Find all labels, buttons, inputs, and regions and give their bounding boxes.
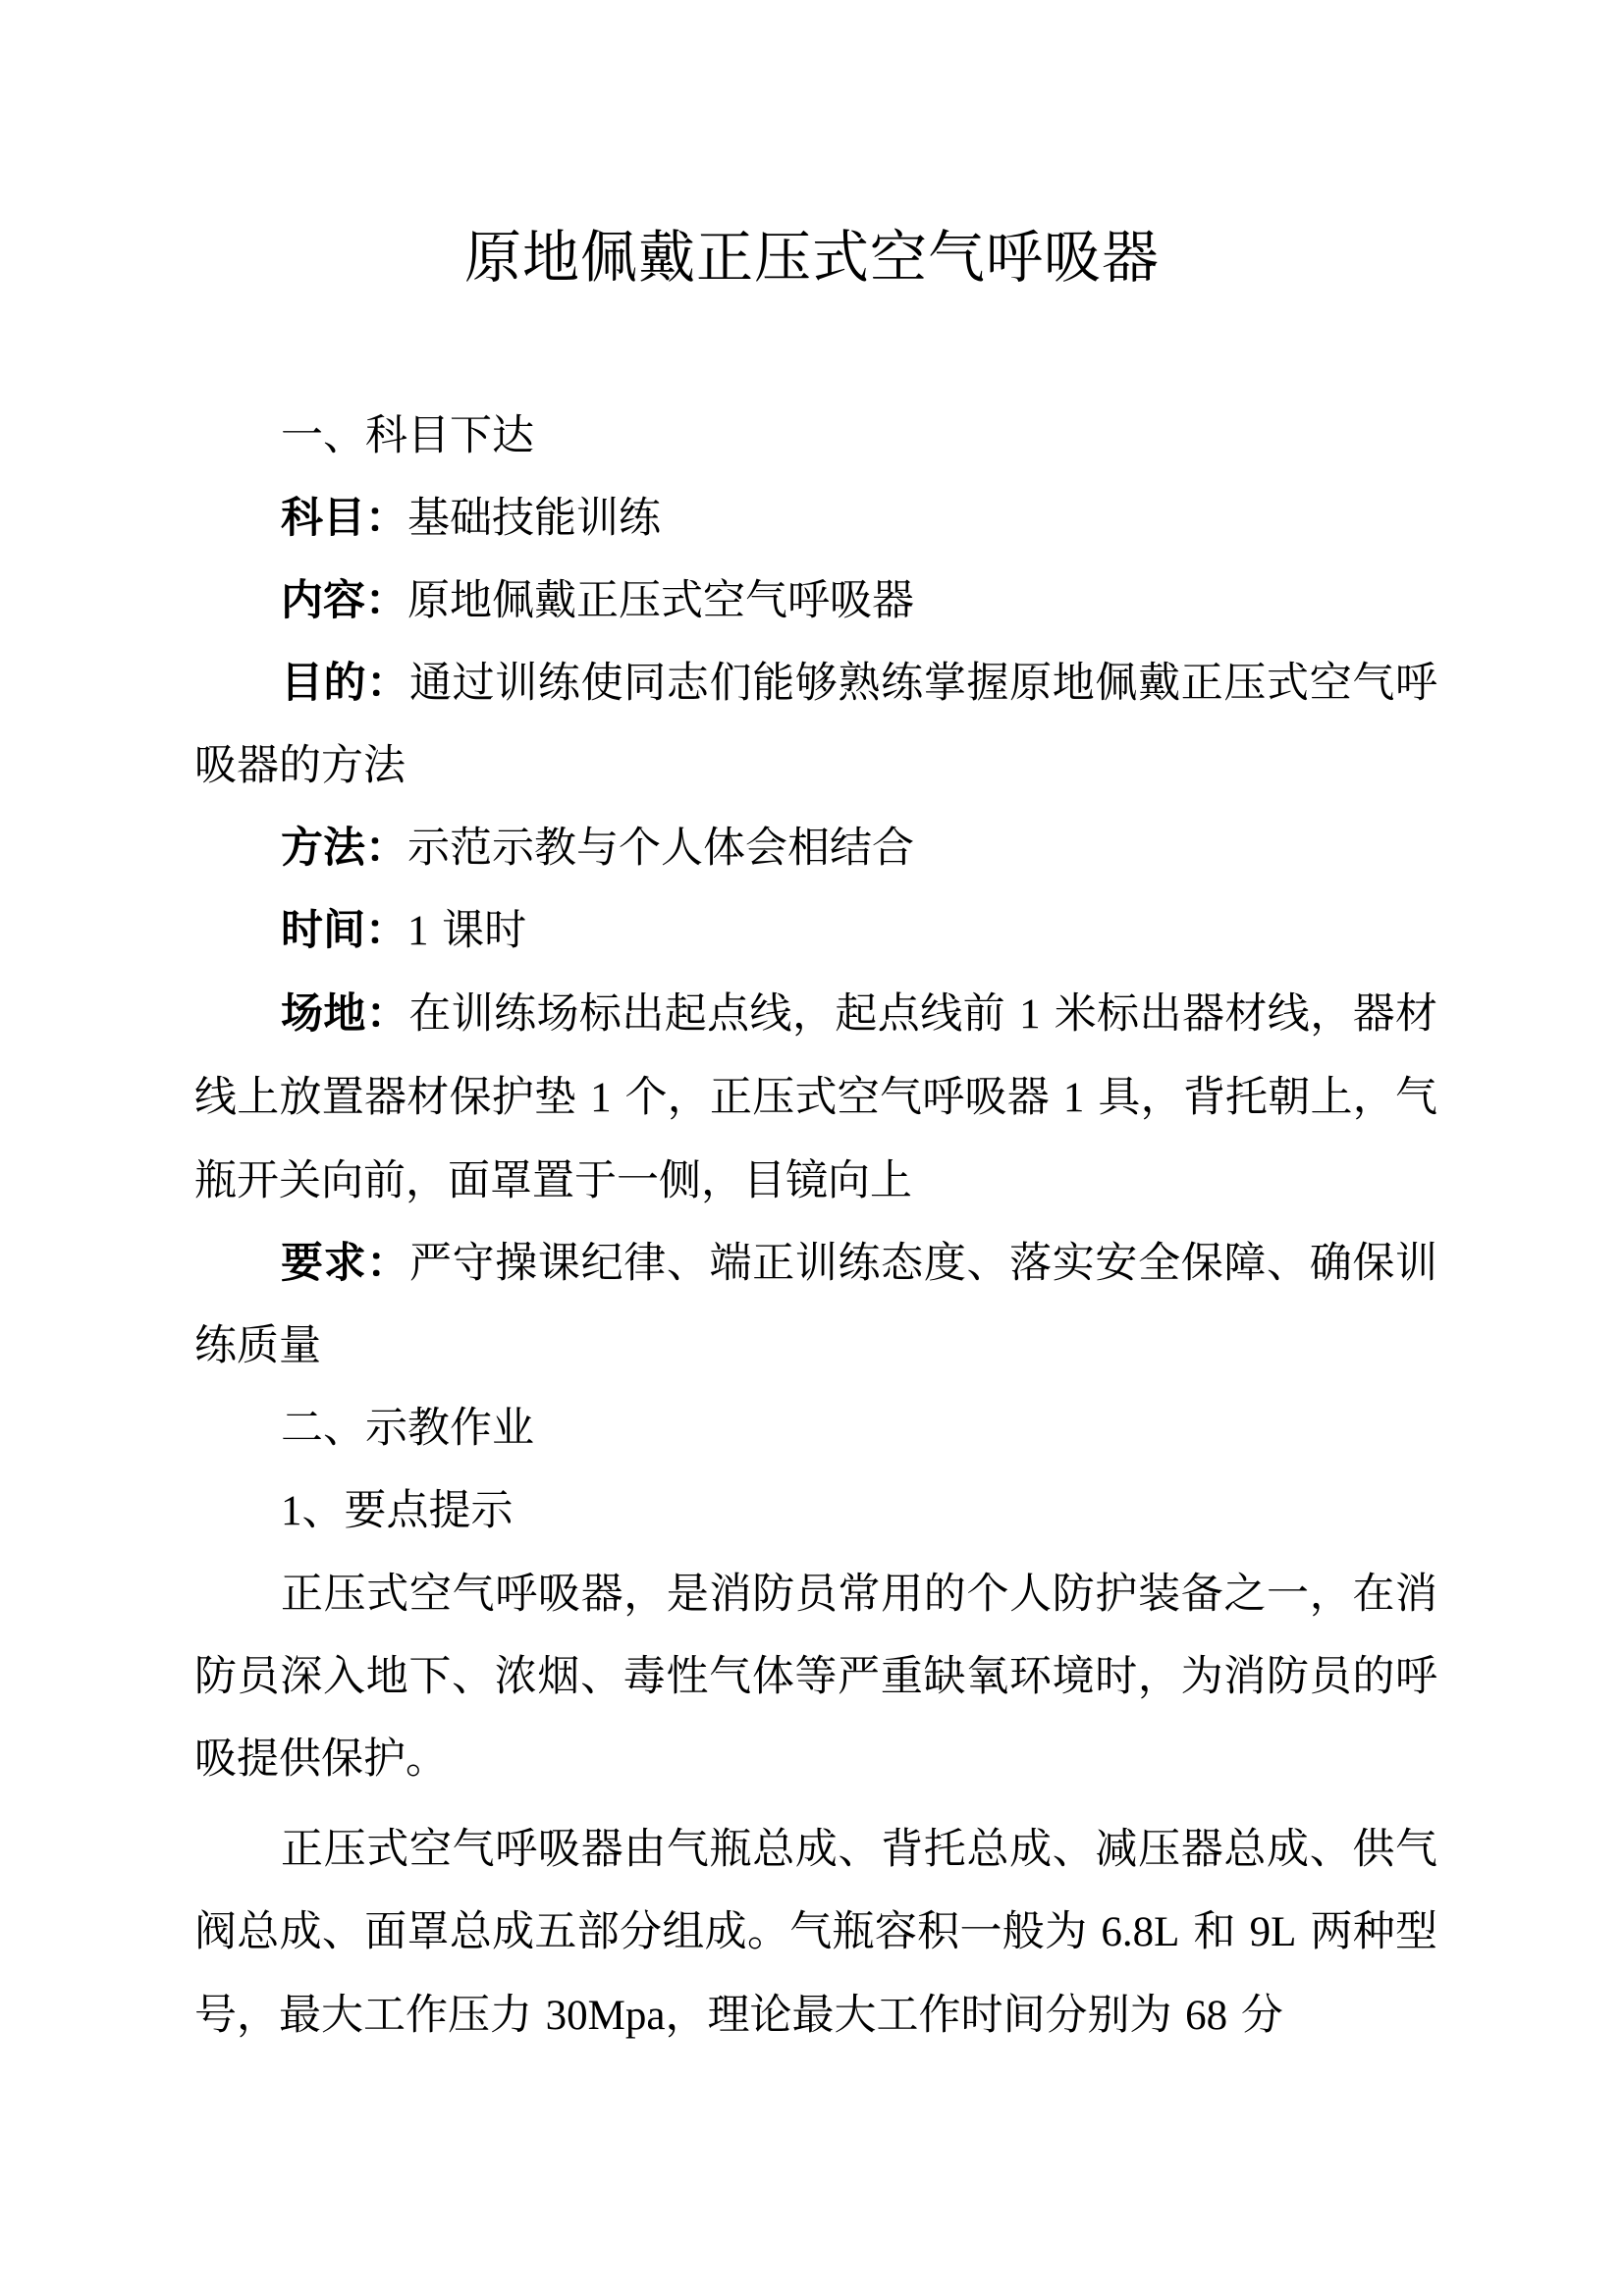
field-label: 时间： bbox=[281, 906, 407, 955]
document-title: 原地佩戴正压式空气呼吸器 bbox=[463, 224, 1160, 291]
paragraph-number: 6.8L bbox=[1101, 1909, 1180, 1955]
paragraph-text: ，理论最大工作时间分别为 bbox=[665, 1991, 1172, 2040]
field-time bbox=[194, 889, 1437, 973]
paragraph-number: 30Mpa bbox=[545, 1993, 666, 2039]
field-value: 在训练场标出起点线，起点线前 bbox=[408, 989, 1006, 1039]
field-value: 课时 bbox=[442, 906, 527, 955]
field-value-number: 1 bbox=[590, 1075, 612, 1121]
subsection-number: 1 bbox=[281, 1488, 302, 1534]
field-value: 严守操课纪律、端正训练态度、落实安全保障、确保训练质量 bbox=[194, 1239, 1438, 1370]
subsection-heading bbox=[194, 1469, 1437, 1553]
paragraph: 正压式空气呼吸器，是消防员常用的个人防护装备之一，在消防员深入地下、浓烟、毒性气体等严重缺氧环境时，为消防员的呼吸提供保护。 bbox=[194, 1570, 1437, 1784]
field-value: 具，背托朝上，气瓶开关向前，面罩置于一侧，目镜向上 bbox=[194, 1073, 1438, 1205]
field-label: 内容： bbox=[281, 576, 407, 625]
paragraph-number: 9L bbox=[1249, 1909, 1297, 1955]
paragraph-text: 两种型号，最大工作压力 bbox=[194, 1907, 1438, 2040]
field-value: 示范示教与个人体会相结合 bbox=[407, 824, 914, 873]
subsection-title: 、要点提示 bbox=[301, 1486, 514, 1535]
field-value: 基础技能训练 bbox=[407, 494, 661, 543]
field-value: 个，正压式空气呼吸器 bbox=[624, 1073, 1050, 1122]
paragraph-text: 分 bbox=[1240, 1991, 1283, 2040]
paragraph-text: 和 bbox=[1193, 1907, 1236, 1956]
field-venue bbox=[194, 973, 1437, 1222]
paragraph bbox=[194, 1808, 1437, 2057]
field-value-number: 1 bbox=[1062, 1075, 1085, 1121]
field-value: 原地佩戴正压式空气呼吸器 bbox=[407, 576, 914, 625]
section-heading: 一、科目下达 bbox=[281, 411, 534, 460]
field-label: 要求： bbox=[281, 1239, 409, 1288]
field-value: 米标出器材线，器材线上放置器材保护垫 bbox=[194, 989, 1438, 1122]
field-value-number: 1 bbox=[1019, 991, 1041, 1038]
paragraph-text: 正压式空气呼吸器由气瓶总成、背托总成、减压器总成、供气阀总成、面罩总成五部分组成。气瓶容积一般为 bbox=[194, 1825, 1437, 1956]
document-body bbox=[194, 395, 1437, 2057]
field-method bbox=[194, 807, 1437, 889]
field-subject bbox=[194, 477, 1437, 560]
field-purpose bbox=[194, 642, 1437, 807]
field-content bbox=[194, 560, 1437, 642]
field-value-number: 1 bbox=[407, 908, 429, 954]
field-label: 方法： bbox=[281, 824, 407, 873]
field-requirement bbox=[194, 1222, 1437, 1387]
section-heading: 二、示教作业 bbox=[281, 1404, 534, 1453]
field-label: 目的： bbox=[281, 659, 409, 708]
field-value: 通过训练使同志们能够熟练掌握原地佩戴正压式空气呼吸器的方法 bbox=[194, 659, 1438, 790]
paragraph-number: 68 bbox=[1185, 1993, 1228, 2039]
field-label: 科目： bbox=[281, 494, 407, 543]
field-label: 场地： bbox=[281, 989, 409, 1039]
